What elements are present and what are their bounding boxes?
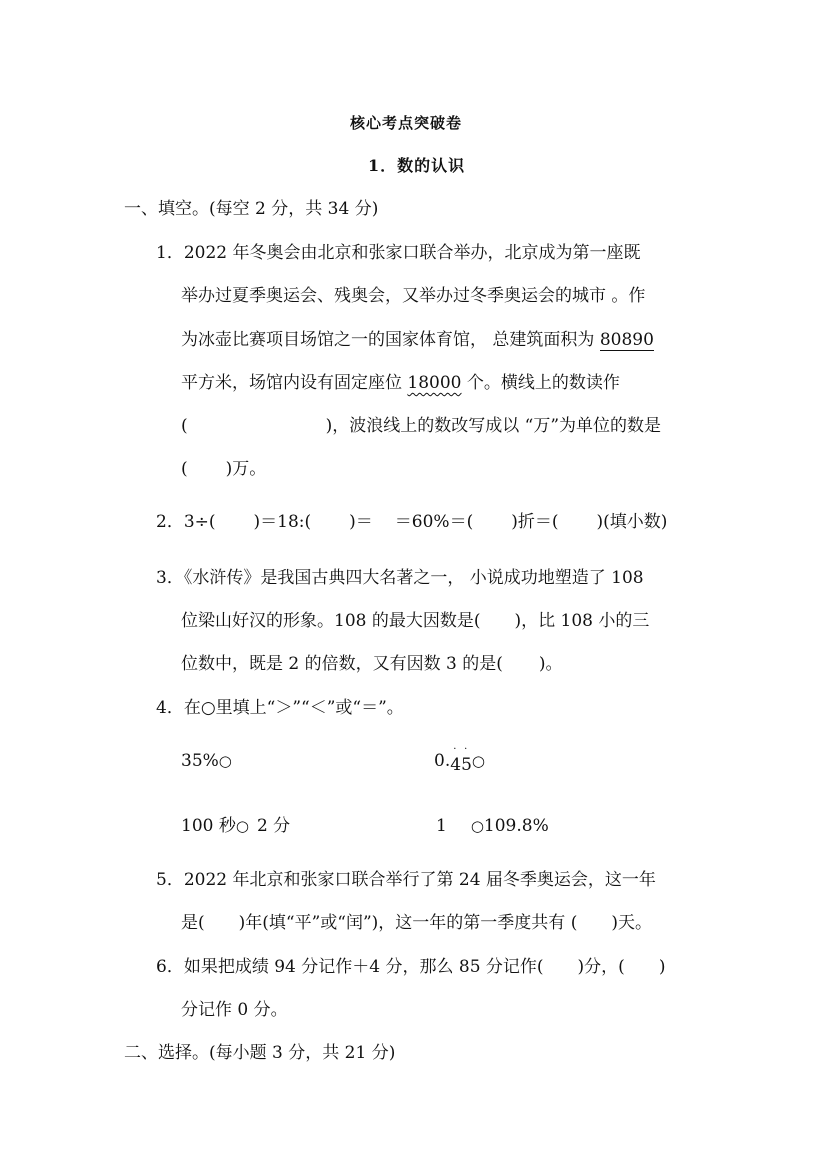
q1-wavy-number: 18000 <box>407 373 462 393</box>
q1-line5 <box>181 414 661 438</box>
q1-paren-open-2: ( <box>181 459 188 479</box>
q4-item-c <box>181 814 290 838</box>
q6-line1-tail: ) <box>658 957 666 977</box>
q4-a-circle[interactable]: ○ <box>218 752 232 770</box>
q2-part5: )折＝( <box>511 512 559 532</box>
page-title: 核心考点突破卷 <box>350 114 463 132</box>
q5-line2 <box>181 911 652 935</box>
q3-line3-text: 位数中，既是 2 的倍数，又有因数 3 的是( <box>181 654 503 674</box>
repeat-dot-icon: · <box>464 744 468 755</box>
q1-line6-text: )万。 <box>225 459 267 479</box>
q4-c-left: 100 秒 <box>181 816 236 836</box>
q3-line3 <box>181 652 563 676</box>
q2-part2: )＝18:( <box>253 512 312 532</box>
q1-underlined-number: 80890 <box>599 330 654 350</box>
q1-line3 <box>181 328 654 352</box>
q4-c-circle[interactable]: ○ <box>235 817 249 835</box>
q4-b-repeating-digit-2 <box>461 744 472 777</box>
q1-line4-text: 平方米，场馆内设有固定座位 <box>181 373 408 393</box>
q2-part3: )＝ <box>349 512 373 532</box>
q5-line2-tail: )天。 <box>611 913 652 933</box>
section2-heading: 二、选择。(每小题 3 分，共 21 分) <box>124 1043 396 1063</box>
q6-line1-mid: )分，( <box>577 957 625 977</box>
q4-item-b <box>434 744 485 775</box>
q1-line1: 1．2022 年冬奥会由北京和张家口联合举办，北京成为第一座既 <box>156 243 641 263</box>
q4-c-right: 2 分 <box>256 816 291 836</box>
q4-b-digit-2: 5 <box>461 755 472 775</box>
q4-item-a <box>181 749 232 773</box>
q5-line2-mid: )年(填“平”或“闰”)，这一年的第一季度共有 ( <box>238 913 578 933</box>
q2-part4: ＝60%＝( <box>394 512 474 532</box>
q2-line <box>156 510 667 534</box>
q1-paren-open: ( <box>181 416 188 436</box>
q4-item-d <box>436 814 549 838</box>
q3-line1: 3．《水浒传》是我国古典四大名著之一， 小说成功地塑造了 108 <box>156 568 644 588</box>
repeat-dot-icon: · <box>453 744 457 755</box>
q2-part6: )(填小数) <box>596 512 668 532</box>
q4-b-repeating-digit-1 <box>450 744 462 777</box>
q1-line4-tail: 个。横线上的数读作 <box>461 373 620 393</box>
section1-heading: 一、填空。(每空 2 分，共 34 分) <box>124 199 379 219</box>
q3-line2-tail: )，比 108 小的三 <box>514 611 650 631</box>
q1-line3-text: 为冰壶比赛项目场馆之一的国家体育馆， 总建筑面积为 <box>181 330 600 350</box>
page-subtitle: 1．数的认识 <box>368 156 466 175</box>
q1-line2: 举办过夏季奥运会、残奥会，又举办过冬季奥运会的城市 。作 <box>181 286 646 306</box>
q3-line3-tail: )。 <box>538 654 563 674</box>
q6-line1-text: 6．如果把成绩 94 分记作＋4 分，那么 85 分记作( <box>156 957 544 977</box>
q1-line5-text: )，波浪线上的数改写成以 “万”为单位的数是 <box>325 416 662 436</box>
q3-line2-text: 位梁山好汉的形象。108 的最大因数是( <box>181 611 481 631</box>
q4-b-digit-1: 4 <box>450 755 462 775</box>
q6-line2: 分记作 0 分。 <box>181 1000 288 1020</box>
q6-line1 <box>156 955 665 979</box>
q4-heading: 4．在○里填上“＞”“＜”或“＝”。 <box>156 698 404 718</box>
q4-b-circle[interactable]: ○ <box>471 752 485 770</box>
q1-line6 <box>181 457 266 481</box>
q2-part1: 2．3÷( <box>156 512 216 532</box>
q4-d-circle[interactable]: ○ <box>470 817 484 835</box>
q5-line1: 5．2022 年北京和张家口联合举行了第 24 届冬季奥运会，这一年 <box>156 870 656 890</box>
q3-line2 <box>181 609 649 633</box>
q4-d-left: 1 <box>436 816 447 836</box>
q4-b-prefix: 0. <box>434 751 451 771</box>
q1-line4 <box>181 371 620 395</box>
q4-d-right: 109.8% <box>483 816 549 836</box>
q5-line2-text: 是( <box>181 913 205 933</box>
q4-a-left: 35% <box>181 751 219 771</box>
